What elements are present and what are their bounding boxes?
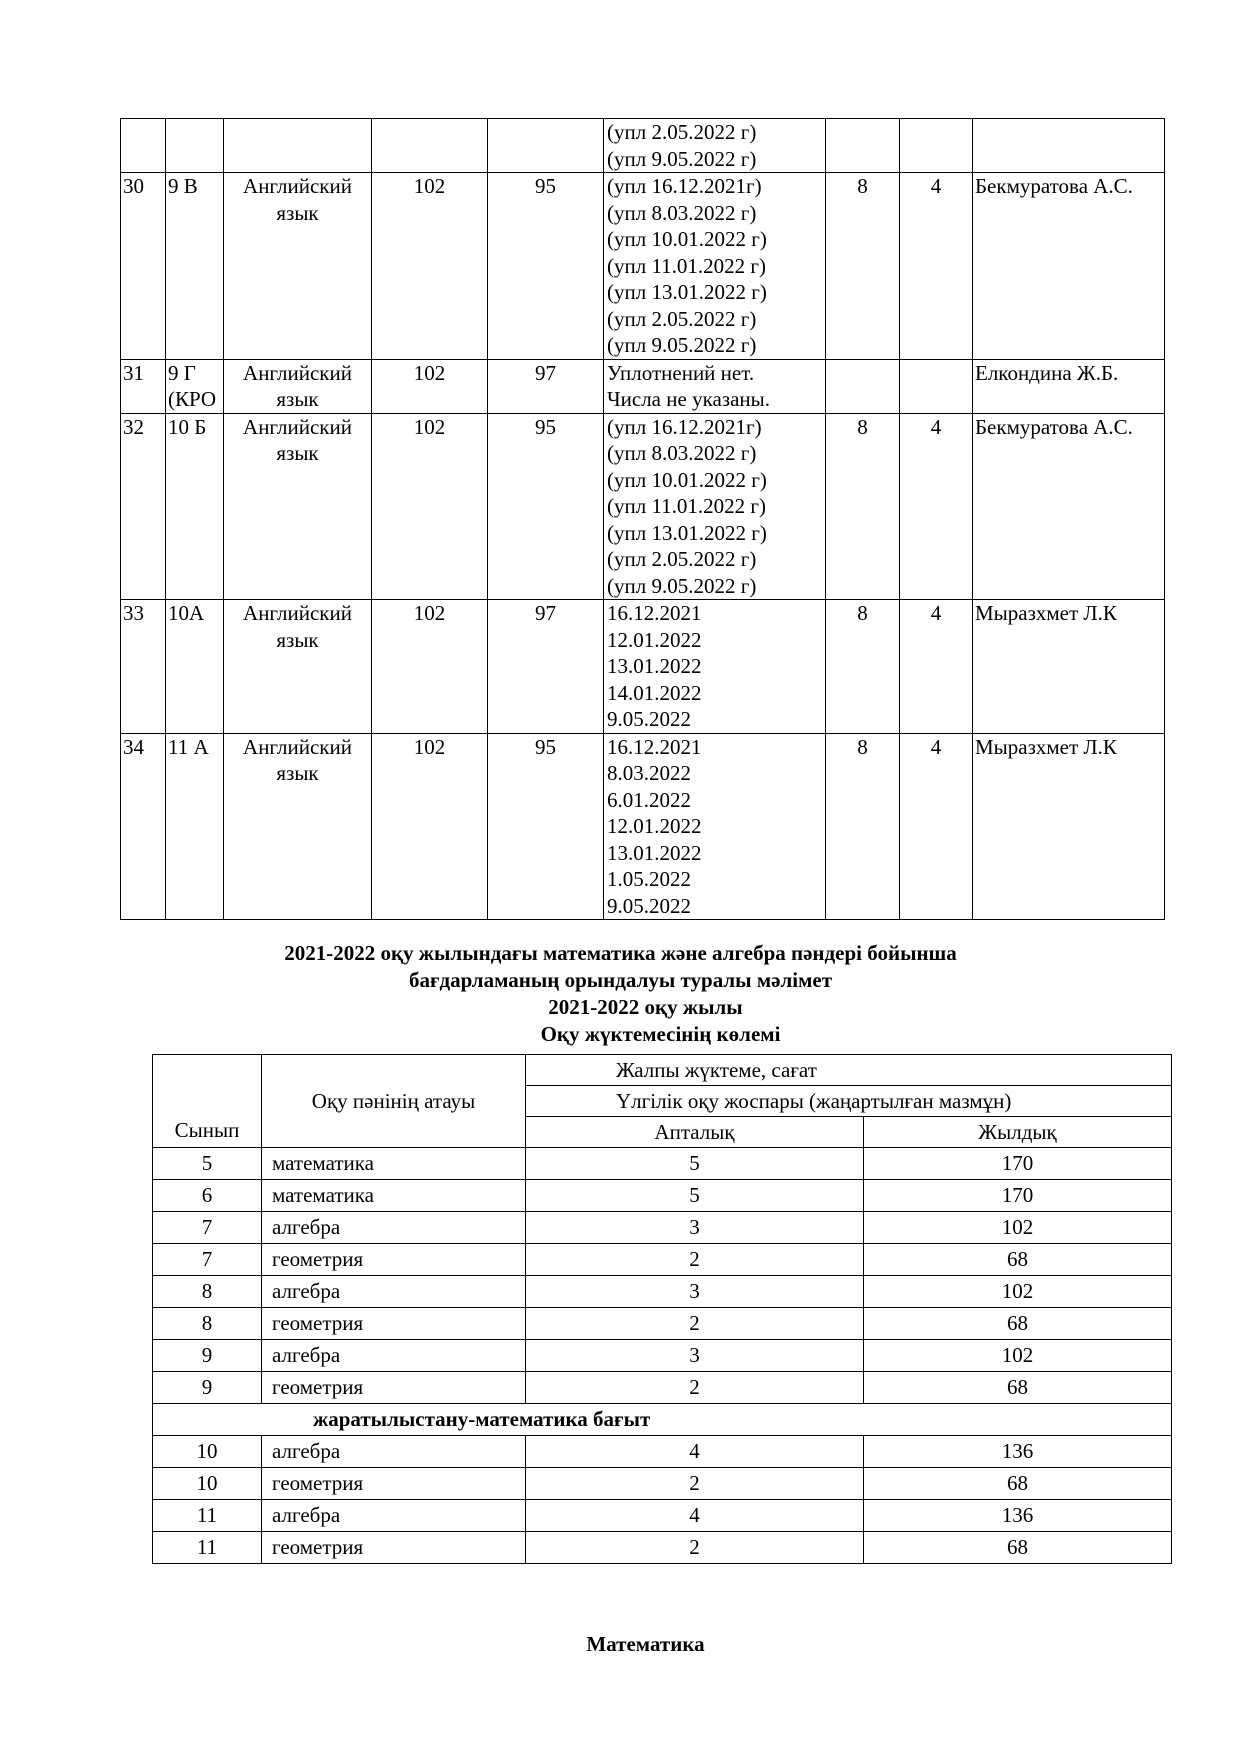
- yearly-hours-cell: 68: [864, 1468, 1172, 1500]
- class-cell: 10А: [166, 600, 224, 734]
- row-number: 32: [121, 413, 166, 600]
- table-row: [153, 1372, 1172, 1404]
- grade-cell: 6: [153, 1180, 262, 1212]
- weekly-hours-cell: 4: [526, 1436, 864, 1468]
- grade-cell: 10: [153, 1468, 262, 1500]
- table-row: [121, 173, 1165, 360]
- class-cell: 9 В: [166, 173, 224, 360]
- heading-line-3: 2021-2022 оқу жылы: [548, 995, 743, 1019]
- class-cell: 9 Г (КРО: [166, 359, 224, 413]
- subject-cell: Английский язык: [224, 359, 372, 413]
- grade-cell: 8: [153, 1276, 262, 1308]
- yearly-hours-cell: 170: [864, 1180, 1172, 1212]
- section-heading: [0, 940, 1241, 1048]
- count-b-cell: 4: [900, 413, 973, 600]
- date-line: 8.03.2022: [607, 761, 691, 785]
- subject-cell: геометрия: [262, 1532, 526, 1564]
- dates-cell: [604, 733, 826, 920]
- subject-cell: алгебра: [262, 1500, 526, 1532]
- class-cell: [166, 119, 224, 173]
- date-line: (упл 11.01.2022 г): [607, 253, 767, 278]
- header-total-load: Жалпы жүктеме, сағат: [526, 1055, 1172, 1086]
- header-weekly: Апталық: [526, 1117, 864, 1148]
- table-row: [153, 1468, 1172, 1500]
- grade-cell: 11: [153, 1500, 262, 1532]
- weekly-hours-cell: 5: [526, 1148, 864, 1180]
- subject-cell: Английский язык: [224, 173, 372, 360]
- date-line: (упл 16.12.2021г): [607, 414, 762, 439]
- given-hours-cell: 95: [488, 733, 604, 920]
- date-line: (упл 9.05.2022 г): [607, 333, 757, 357]
- table-row: [153, 1148, 1172, 1180]
- yearly-hours-cell: 102: [864, 1276, 1172, 1308]
- date-line: (упл 2.05.2022 г): [607, 547, 757, 571]
- heading-line-2: бағдарламаның орындалуы туралы мәлімет: [408, 968, 833, 992]
- count-b-cell: [900, 119, 973, 173]
- count-b-cell: 4: [900, 173, 973, 360]
- grade-cell: 5: [153, 1148, 262, 1180]
- subject-cell: геометрия: [262, 1308, 526, 1340]
- table-row: [121, 413, 1165, 600]
- class-cell: 11 А: [166, 733, 224, 920]
- weekly-hours-cell: 3: [526, 1276, 864, 1308]
- teacher-cell: [973, 119, 1165, 173]
- date-line: 13.01.2022: [607, 840, 702, 865]
- count-a-cell: 8: [826, 733, 900, 920]
- dates-cell: [604, 600, 826, 734]
- date-line: 12.01.2022: [607, 627, 702, 652]
- row-number: 30: [121, 173, 166, 360]
- yearly-hours-cell: 68: [864, 1532, 1172, 1564]
- yearly-hours-cell: 136: [864, 1436, 1172, 1468]
- date-line: 16.12.2021: [607, 734, 702, 759]
- date-line: (упл 2.05.2022 г): [607, 120, 757, 144]
- header-class: Сынып: [153, 1055, 262, 1148]
- dates-cell: [604, 173, 826, 360]
- subject-cell: геометрия: [262, 1244, 526, 1276]
- weekly-hours-cell: 2: [526, 1244, 864, 1276]
- subject-cell: алгебра: [262, 1212, 526, 1244]
- date-line: (упл 13.01.2022 г): [607, 280, 767, 304]
- planned-hours-cell: 102: [372, 359, 488, 413]
- planned-hours-cell: 102: [372, 733, 488, 920]
- date-line: 9.05.2022: [607, 893, 691, 918]
- header-plan: Үлгілік оқу жоспары (жаңартылған мазмұн): [526, 1086, 1172, 1117]
- dates-cell: [604, 119, 826, 173]
- weekly-hours-cell: 2: [526, 1308, 864, 1340]
- header-subject: Оқу пәнінің атауы: [262, 1055, 526, 1148]
- dates-cell: [604, 359, 826, 413]
- given-hours-cell: 95: [488, 173, 604, 360]
- given-hours-cell: 95: [488, 413, 604, 600]
- date-line: (упл 10.01.2022 г): [607, 227, 767, 251]
- subject-cell: математика: [262, 1148, 526, 1180]
- table-row: [153, 1308, 1172, 1340]
- table-row: [153, 1532, 1172, 1564]
- math-section-title: Математика: [586, 1632, 705, 1656]
- table-row: [153, 1180, 1172, 1212]
- table-row: [153, 1436, 1172, 1468]
- math-load-table: [152, 1054, 1172, 1564]
- given-hours-cell: 97: [488, 600, 604, 734]
- yearly-hours-cell: 136: [864, 1500, 1172, 1532]
- subject-cell: геометрия: [262, 1468, 526, 1500]
- grade-cell: 11: [153, 1532, 262, 1564]
- yearly-hours-cell: 68: [864, 1308, 1172, 1340]
- dates-cell: [604, 413, 826, 600]
- weekly-hours-cell: 4: [526, 1500, 864, 1532]
- date-line: (упл 10.01.2022 г): [607, 467, 767, 492]
- row-number: [121, 119, 166, 173]
- given-hours-cell: 97: [488, 359, 604, 413]
- date-line: Числа не указаны.: [607, 387, 770, 411]
- date-line: 14.01.2022: [607, 680, 702, 705]
- date-line: (упл 9.05.2022 г): [607, 146, 757, 171]
- table-row: [121, 733, 1165, 920]
- yearly-hours-cell: 102: [864, 1340, 1172, 1372]
- section-label: жаратылыстану-математика бағыт: [153, 1404, 1172, 1436]
- english-program-table: [120, 118, 1165, 920]
- given-hours-cell: [488, 119, 604, 173]
- yearly-hours-cell: 170: [864, 1148, 1172, 1180]
- planned-hours-cell: 102: [372, 600, 488, 734]
- count-a-cell: [826, 359, 900, 413]
- date-line: 9.05.2022: [607, 707, 691, 731]
- date-line: Уплотнений нет.: [607, 360, 755, 385]
- date-line: (упл 11.01.2022 г): [607, 494, 767, 518]
- subject-cell: Английский язык: [224, 413, 372, 600]
- row-number: 34: [121, 733, 166, 920]
- count-a-cell: 8: [826, 413, 900, 600]
- count-a-cell: 8: [826, 600, 900, 734]
- count-a-cell: 8: [826, 173, 900, 360]
- table-row: [153, 1340, 1172, 1372]
- row-number: 31: [121, 359, 166, 413]
- date-line: (упл 8.03.2022 г): [607, 441, 757, 465]
- grade-cell: 9: [153, 1372, 262, 1404]
- heading-line-1: 2021-2022 оқу жылындағы математика және алгебра пәндері бойынша: [284, 941, 957, 965]
- subject-cell: Английский язык: [224, 600, 372, 734]
- weekly-hours-cell: 3: [526, 1212, 864, 1244]
- subject-cell: математика: [262, 1180, 526, 1212]
- subject-cell: [224, 119, 372, 173]
- teacher-cell: Бекмуратова А.С.: [973, 413, 1165, 600]
- date-line: (упл 2.05.2022 г): [607, 306, 757, 331]
- teacher-cell: Бекмуратова А.С.: [973, 173, 1165, 360]
- grade-cell: 7: [153, 1244, 262, 1276]
- table-row: [121, 359, 1165, 413]
- date-line: (упл 8.03.2022 г): [607, 200, 757, 225]
- count-b-cell: 4: [900, 600, 973, 734]
- table-row: [153, 1212, 1172, 1244]
- weekly-hours-cell: 2: [526, 1532, 864, 1564]
- header-yearly: Жылдық: [864, 1117, 1172, 1148]
- teacher-cell: Мыразхмет Л.К: [973, 733, 1165, 920]
- weekly-hours-cell: 2: [526, 1372, 864, 1404]
- planned-hours-cell: 102: [372, 173, 488, 360]
- date-line: (упл 9.05.2022 г): [607, 573, 757, 598]
- class-cell: 10 Б: [166, 413, 224, 600]
- grade-cell: 8: [153, 1308, 262, 1340]
- date-line: 6.01.2022: [607, 787, 691, 812]
- date-line: 16.12.2021: [607, 601, 702, 625]
- table-row: [121, 600, 1165, 734]
- subject-cell: Английский язык: [224, 733, 372, 920]
- count-b-cell: [900, 359, 973, 413]
- table-row: [153, 1244, 1172, 1276]
- planned-hours-cell: [372, 119, 488, 173]
- weekly-hours-cell: 3: [526, 1340, 864, 1372]
- section-row: [153, 1404, 1172, 1436]
- table-row: [153, 1500, 1172, 1532]
- date-line: 13.01.2022: [607, 654, 702, 678]
- grade-cell: 7: [153, 1212, 262, 1244]
- weekly-hours-cell: 2: [526, 1468, 864, 1500]
- subject-cell: геометрия: [262, 1372, 526, 1404]
- grade-cell: 10: [153, 1436, 262, 1468]
- subject-cell: алгебра: [262, 1436, 526, 1468]
- yearly-hours-cell: 68: [864, 1372, 1172, 1404]
- date-line: 1.05.2022: [607, 867, 691, 891]
- planned-hours-cell: 102: [372, 413, 488, 600]
- row-number: 33: [121, 600, 166, 734]
- teacher-cell: Мыразхмет Л.К: [973, 600, 1165, 734]
- date-line: 12.01.2022: [607, 814, 702, 838]
- table-row: [121, 119, 1165, 173]
- grade-cell: 9: [153, 1340, 262, 1372]
- date-line: (упл 16.12.2021г): [607, 174, 762, 198]
- teacher-cell: Елкондина Ж.Б.: [973, 359, 1165, 413]
- subject-cell: алгебра: [262, 1340, 526, 1372]
- subject-cell: алгебра: [262, 1276, 526, 1308]
- count-b-cell: 4: [900, 733, 973, 920]
- yearly-hours-cell: 68: [864, 1244, 1172, 1276]
- date-line: (упл 13.01.2022 г): [607, 520, 767, 545]
- yearly-hours-cell: 102: [864, 1212, 1172, 1244]
- table-row: [153, 1276, 1172, 1308]
- count-a-cell: [826, 119, 900, 173]
- weekly-hours-cell: 5: [526, 1180, 864, 1212]
- heading-line-4: Оқу жүктемесінің көлемі: [540, 1022, 781, 1046]
